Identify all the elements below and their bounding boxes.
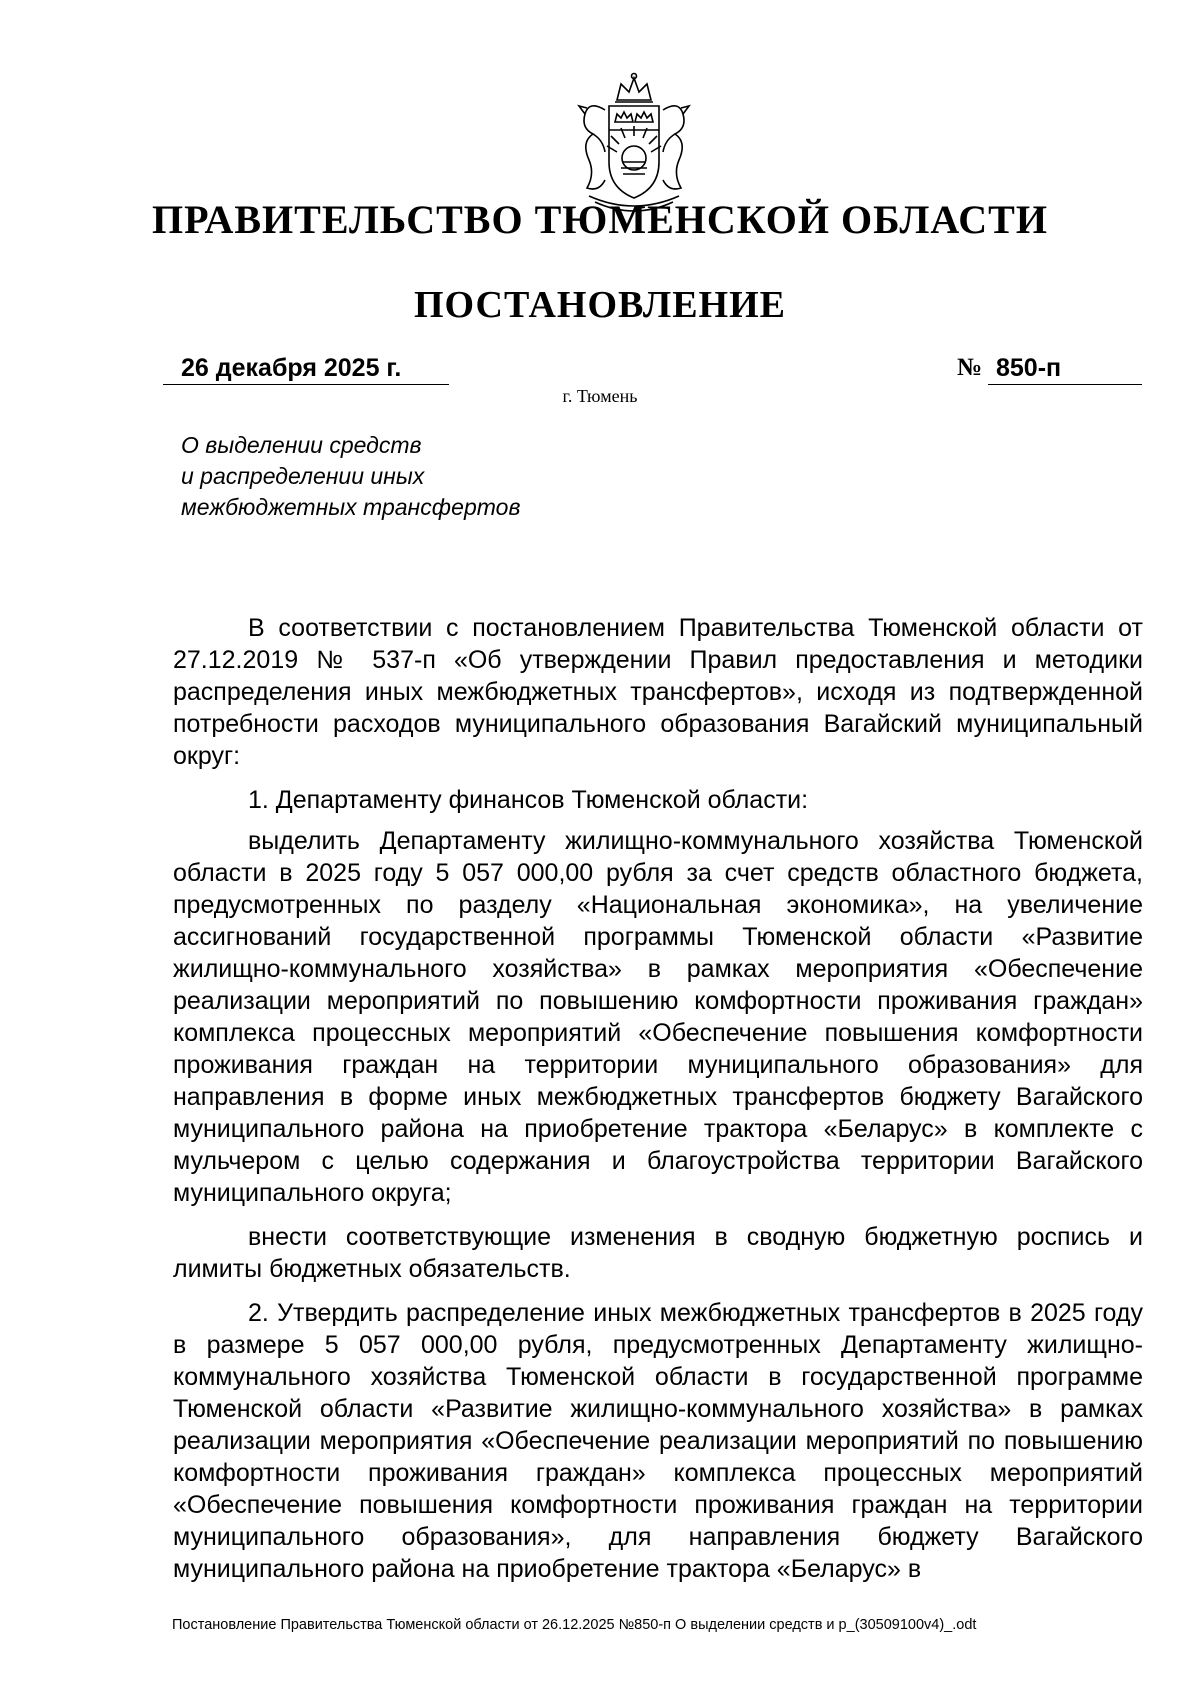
organization-title: ПРАВИТЕЛЬСТВО ТЮМЕНСКОЙ ОБЛАСТИ: [152, 197, 1048, 242]
document-body: [173, 612, 1143, 1597]
coat-of-arms-icon: [559, 70, 709, 212]
document-subject: [181, 430, 520, 523]
document-type-title: ПОСТАНОВЛЕНИЕ: [413, 284, 787, 326]
body-paragraph-amend: внести соответствующие изменения в сводную бюджетную роспись и лимиты бюджетных обязательств.: [173, 1223, 1143, 1283]
document-number-label: №: [957, 354, 983, 381]
document-date: 26 декабря 2025 г.: [163, 352, 449, 385]
body-paragraph-item-1: 1. Департаменту финансов Тюменской области:: [248, 786, 809, 814]
subject-line: и распределении иных: [181, 463, 425, 489]
document-number: 850-п: [988, 352, 1142, 385]
body-paragraph-preamble: В соответствии с постановлением Правительства Тюменской области от 27.12.2019 № 537-п «Об утверждении Правил предоставления и методики распределения иных межбюджетных трансфертов», исходя из подтвержденной потребности расходов муниципального образования Вагайский муниципальный округ:: [173, 614, 1143, 770]
document-city: г. Тюмень: [562, 386, 638, 406]
subject-line: О выделении средств: [181, 432, 422, 458]
body-paragraph-allocate: выделить Департаменту жилищно-коммунального хозяйства Тюменской области в 2025 году 5 057 000,00 рубля за счет средств областного бюджета, предусмотренных по разделу «Национальная экономика», на увеличение ассигнований государственной программы Тюменской области «Развитие жилищно-коммунального хозяйства» в рамках мероприятия «Обеспечение реализации мероприятий по повышению комфортности проживания граждан» комплекса процессных мероприятий «Обеспечение повышения комфортности проживания граждан на территории муниципального образования» для направления в форме иных межбюджетных трансфертов бюджету Вагайского муниципального района на приобретение трактора «Беларус» в комплекте с мульчером с целью содержания и благоустройства территории Вагайского муниципального округа;: [173, 827, 1143, 1207]
subject-line: межбюджетных трансфертов: [181, 494, 521, 520]
body-paragraph-item-2: 2. Утвердить распределение иных межбюджетных трансфертов в 2025 году в размере 5 057 000,00 рубля, предусмотренных Департаменту жилищно-коммунального хозяйства Тюменской области в государственной программе Тюменской области «Развитие жилищно-коммунального хозяйства» в рамках реализации мероприятия «Обеспечение реализации мероприятий по повышению комфортности проживания граждан» комплекса процессных мероприятий «Обеспечение повышения комфортности проживания граждан на территории муниципального образования», для направления бюджету Вагайского муниципального района на приобретение трактора «Беларус» в: [173, 1299, 1143, 1583]
document-footer: Постановление Правительства Тюменской области от 26.12.2025 №850-п О выделении средств и р_(30509100v4)_.odt: [172, 1617, 977, 1633]
